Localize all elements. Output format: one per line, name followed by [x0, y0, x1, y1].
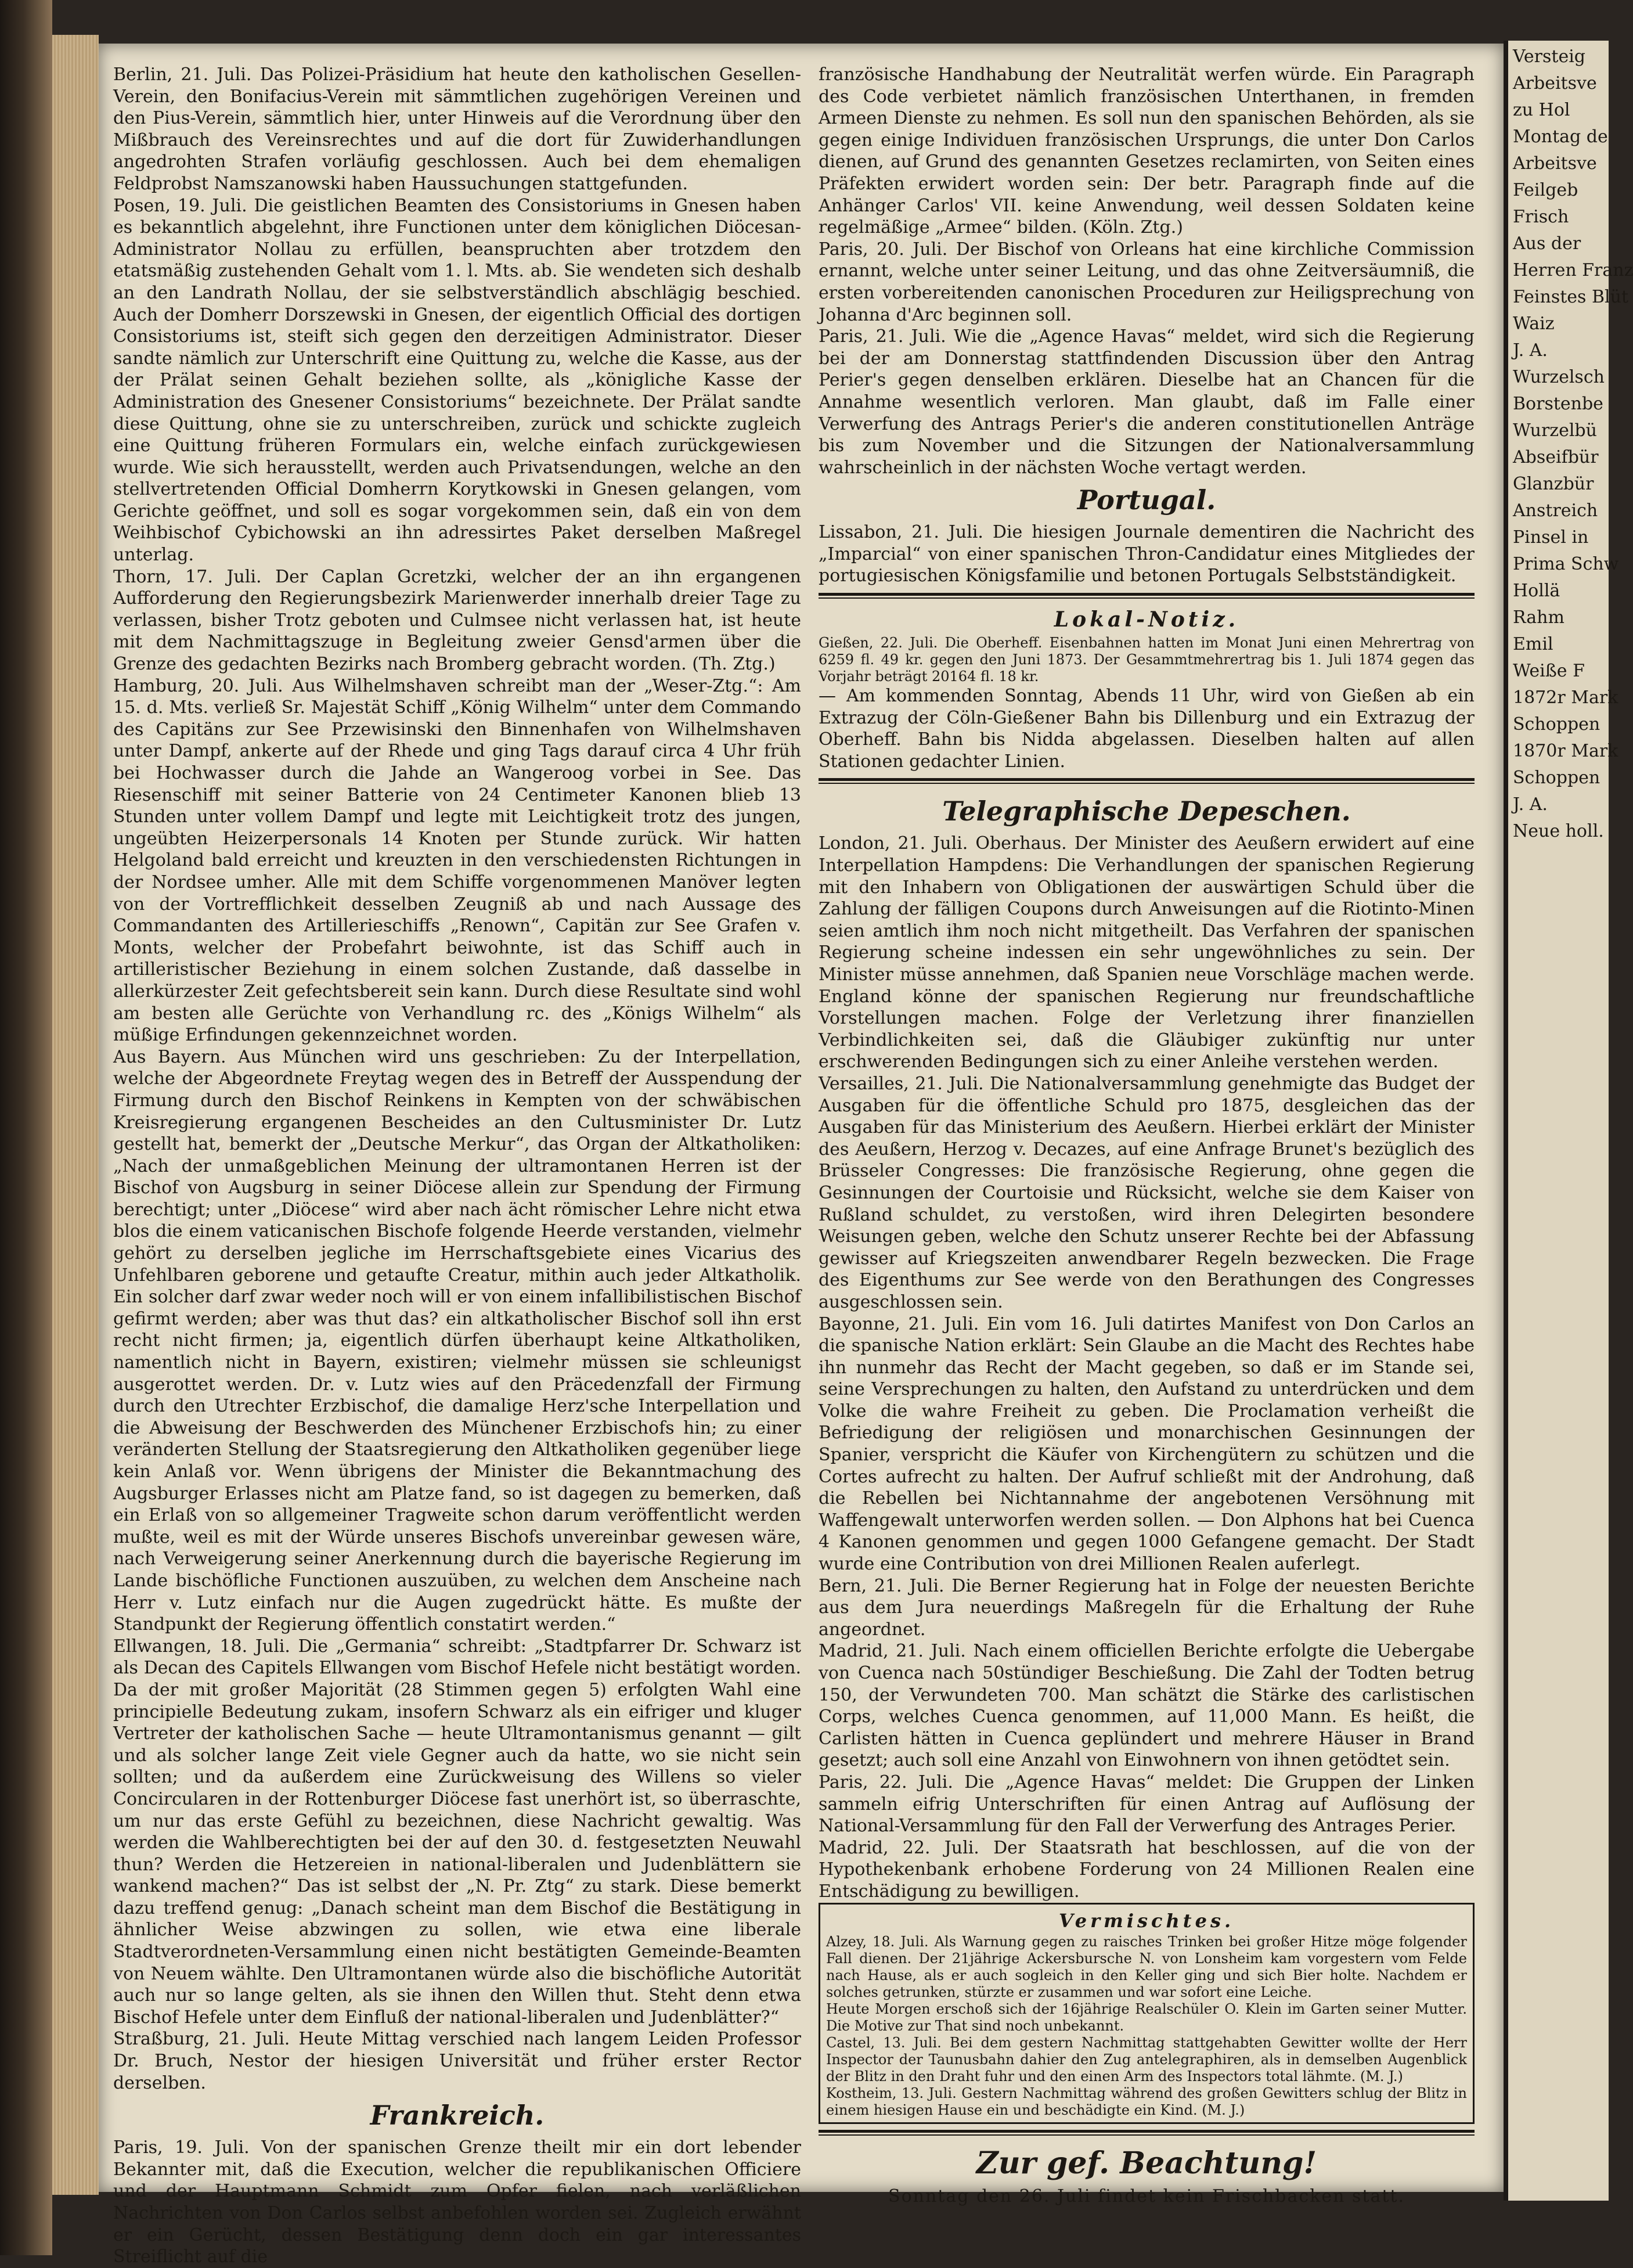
next-page-line: Anstreich [1513, 501, 1598, 521]
next-page-line: Weiße F [1513, 661, 1585, 681]
next-page-line: Feinstes Blüt [1513, 287, 1628, 307]
article-paris-20: Paris, 20. Juli. Der Bischof von Orleans hat eine kirchliche Commission ernannt, welche unter seiner Leitung, und das ohne Zeitversäumniß, die ersten vorbereitenden canonischen Proceduren zur Heiligsprechung von Johanna d'Arc beginnen soll. [819, 239, 1475, 325]
next-page-line: J. A. [1513, 340, 1548, 361]
vermischtes-klein: Heute Morgen erschoß sich der 16jährige Realschüler O. Klein im Garten seiner Mutter. Die Motive zur That sind noch unbekannt. [826, 2000, 1467, 2034]
next-page-line: zu Hol [1513, 100, 1570, 120]
next-page-line: Herren Franz [1513, 260, 1633, 280]
ad-text: Sonntag den 26. Juli findet kein Frischbacken statt. [888, 2186, 1405, 2206]
section-head-vermischtes: Vermischtes. [1058, 1909, 1235, 1932]
article-hamburg: Hamburg, 20. Juli. Aus Wilhelmshaven schreibt man der „Weser-Ztg.“: Am 15. d. Mts. verließ Sr. Majestät Schiff „König Wilhelm“ unter dem Commando des Capitäns zur See Przewisinski den Binnenhafen von Wilhelmshaven unter Dampf, ankerte auf der Rhede und ging Tags darauf circa 4 Uhr früh bei Hochwasser durch die Jahde an Wangeroog vorbei in See. Das Riesenschiff mit seiner Batterie von 24 Centimeter Kanonen blieb 13 Stunden unter vollem Dampf und legte mit Leichtigkeit trotz des jungen, ungeübten Heizerpersonals 14 Knoten per Stunde zurück. Wir hatten Helgoland bald erreicht und kreuzten in den verschiedensten Richtungen in der Nordsee umher. Alle mit dem Schiffe vorgenommenen Manöver legten von der Vortrefflichkeit desselben Zeugniß ab und nach Aussage des Commandanten des Artillerieschiffs „Renown“, Capitän zur See Grafen v. Monts, welcher der Probefahrt beiwohnte, ist das Schiff auch in artilleristischer Beziehung in einem solchen Zustande, daß dasselbe in allerkürzester Zeit gefechtsbereit sein kann. Durch diese Resultate sind wohl am besten alle Gerüchte von Verhandlung rc. des „Königs Wilhelm“ als müßige Erfindungen gekennzeichnet worden. [113, 675, 801, 1046]
vermischtes-castel: Castel, 13. Juli. Bei dem gestern Nachmittag stattgehabten Gewitter wollte der Herr Inspector der Taunusbahn dahier den Zug antelegraphiren, als in demselben Augenblick der Blitz in den Draht fuhr und den einen Arm des Inspectors total lähmte. (M. J.) [826, 2034, 1467, 2085]
next-page-line: 1870r Mark [1513, 741, 1618, 761]
section-head-frankreich: Frankreich. [370, 2100, 545, 2132]
ad-title: Zur gef. Beachtung! [976, 2145, 1317, 2181]
next-page-line: Borstenbe [1513, 394, 1603, 414]
next-page-line: Pinsel in [1513, 527, 1589, 548]
next-page-line: Abseifbür [1513, 447, 1599, 467]
article-bern: Bern, 21. Juli. Die Berner Regierung hat in Folge der neuesten Berichte aus dem Jura neuerdings Maßregeln für die Erhaltung der Ruhe angeordnet. [819, 1575, 1475, 1640]
article-bayonne: Bayonne, 21. Juli. Ein vom 16. Juli datirtes Manifest von Don Carlos an die spanische Nation erklärt: Sein Glaube an die Macht des Rechtes habe ihn nunmehr das Recht der Macht gegeben, so daß er im Stande sei, seine Versprechungen zu halten, den Aufstand zu unterdrücken und dem Volke die wahre Freiheit zu geben. Die Proclamation verheißt die Befriedigung der religiösen und monarchischen Gesinnungen der Spanier, verspricht die Käufer von Kirchengütern zu schützen und die Cortes aufrecht zu halten. Der Aufruf schließt mit der Androhung, daß die Rebellen bei Nichtannahme der angebotenen Versöhnung mit Waffengewalt unterworfen werden sollen. — Don Alphons hat bei Cuenca 4 Kanonen genommen und gegen 1000 Gefangene gemacht. Der Stadt wurde eine Contribution von drei Millionen Realen auferlegt. [819, 1313, 1475, 1575]
article-paris-21: Paris, 21. Juli. Wie die „Agence Havas“ meldet, wird sich die Regierung bei der am Donnerstag stattfindenden Discussion über den Antrag Perier's gegen denselben erklären. Dieselbe hat an Chancen für die Annahme wesentlich verloren. Man glaubt, daß im Falle einer Verwerfung des Antrags Perier's die anderen constitutionellen Anträge bis zum November und die Sitzungen der Nationalversammlung wahrscheinlich in der nächsten Woche vertagt werden. [819, 326, 1475, 478]
vermischtes-alzey: Alzey, 18. Juli. Als Warnung gegen zu raisches Trinken bei großer Hitze möge folgender Fall dienen. Der 21jährige Ackersbursche N. von Lonsheim kam vorgestern vom Felde nach Hause, als er auch sogleich in den Keller ging und sich Bier holte. Nachdem er solches getrunken, stürzte er zusammen und war sofort eine Leiche. [826, 1933, 1467, 2000]
next-page-line: Rahm [1513, 607, 1564, 628]
article-ellwangen: Ellwangen, 18. Juli. Die „Germania“ schreibt: „Stadtpfarrer Dr. Schwarz ist als Decan des Capitels Ellwangen vom Bischof Hefele nicht bestätigt worden. Da der mit großer Majorität (28 Stimmen gegen 5) erfolgten Wahl eine principielle Bedeutung zukam, insofern Schwarz als ein eifriger und kluger Vertreter der katholischen Sache — heute Ultramontanismus genannt — gilt und als solcher lange Zeit viele Gegner auch da hatte, wo sie nicht sein sollten; und da außerdem eine Zurückweisung des Willens so vieler Concircularen in der Rottenburger Diöcese fast unerhört ist, so überraschte, um nur das erste Gefühl zu bezeichnen, diese Nachricht gewaltig. Was werden die Wahlberechtigten bei der auf den 30. d. festgesetzten Neuwahl thun? Werden die Hetzereien in national-liberalen und Judenblättern sie wankend machen?“ Das ist selbst der „N. Pr. Ztg“ zu stark. Diese bemerkt dazu treffend genug: „Danach scheint man dem Bischof die Bestätigung in ähnlicher Weise abzwingen zu sollen, wie etwa eine liberale Stadtverordneten-Versammlung einen nicht bestätigten Gemeinde-Beamten von Neuem wählte. Den Ultramontanen würde also die bischöfliche Autorität auch nur so lange gelten, als sie ihnen den Willen thut. Steht denn etwa Bischof Hefele unter dem Einfluß der national-liberalen und Judenblätter?“ [113, 1636, 801, 2028]
next-page-line: Neue holl. [1513, 821, 1604, 841]
article-madrid-22: Madrid, 22. Juli. Der Staatsrath hat beschlossen, auf die von der Hypothekenbank erhobene Forderung von 24 Millionen Realen eine Entschädigung zu bewilligen. [819, 1837, 1475, 1902]
article-berlin: Berlin, 21. Juli. Das Polizei-Präsidium hat heute den katholischen Gesellen-Verein, den Bonifacius-Verein mit sämmtlichen zugehörigen Vereinen und den Pius-Verein, sämmtlich hier, unter Hinweis auf die Verordnung über den Mißbrauch des Vereinsrechtes und auf die dort für Zuwiderhandlungen angedrohten Strafen vorläufig geschlossen. Auch bei dem ehemaligen Feldprobst Namszanowski haben Haussuchungen stattgefunden. [113, 64, 801, 194]
next-page-line: Feilgeb [1513, 180, 1578, 200]
next-page-strip [1504, 41, 1633, 2201]
right-column [819, 64, 1475, 2207]
article-posen: Posen, 19. Juli. Die geistlichen Beamten des Consistoriums in Gnesen haben es bekanntlich abgelehnt, ihre Functionen unter dem königlichen Diöcesan-Administrator Nollau zu erfüllen, beanspruchten aber trotzdem den etatsmäßig zustehenden Gehalt vom 1. l. Mts. ab. Sie wendeten sich deshalb an den Landrath Nollau, der sie selbstverständlich abschlägig beschied. Auch der Domherr Dorszewski in Gnesen, der eigentlich Official des dortigen Consistoriums ist, steift sich gegen den derzeitigen Administrator. Dieser sandte nämlich zur Unterschrift eine Quittung zu, welche die Kasse, aus der der Prälat seinen Gehalt beziehen sollte, als „königliche Kasse der Administration des Gnesener Consistoriums“ bezeichnete. Der Prälat sandte diese Quittung, ohne sie zu unterschreiben, zurück und schickte zugleich eine Quittung früheren Formulars ein, welche einfach zurückgewiesen wurde. Wie sich herausstellt, werden auch Privatsendungen, welche an den stellvertretenden Official Domherrn Korytkowski in Gnesen gelangen, vom Gerichte geöffnet, und soll es sogar vorgekommen sein, daß ein von dem Weihbischof Cybichowski an ihn adressirtes Paket derselben Maßregel unterlag. [113, 195, 801, 566]
rule-divider [819, 778, 1475, 784]
rule-divider [819, 2130, 1475, 2136]
next-page-line: Wurzelbü [1513, 420, 1597, 441]
lokal-notiz-small: Gießen, 22. Juli. Die Oberheff. Eisenbahnen hatten im Monat Juni einen Mehrertrag von 6259 fl. 49 kr. gegen den Juni 1873. Der Gesammtmehrertrag bis 1. Juli 1874 gegen das Vorjahr beträgt 20164 fl. 18 kr. [819, 635, 1475, 685]
vermischtes-box [819, 1903, 1475, 2124]
section-head-telegraphische: Telegraphische Depeschen. [942, 795, 1351, 827]
article-paris-19: Paris, 19. Juli. Von der spanischen Grenze theilt mir ein dort lebender Bekannter mit, daß die Execution, welcher die republikanischen Officiere und der Hauptmann Schmidt zum Opfer fielen, nach verläßlichen Nachrichten von Don Carlos selbst anbefohlen worden sei. Zugleich erwähnt er ein Gerücht, dessen Bestätigung denn doch ein gar interessantes Streiflicht auf die [113, 2137, 801, 2267]
next-page-line: Wurzelsch [1513, 367, 1605, 387]
next-page-line: Schoppen [1513, 714, 1600, 735]
article-thorn: Thorn, 17. Juli. Der Caplan Gcretzki, welcher der an ihn ergangenen Aufforderung den Regierungsbezirk Marienwerder innerhalb dreier Tage zu verlassen, bisher Trotz geboten und Culmsee nicht verlassen hat, ist heute mit dem Nachmittagszuge in Begleitung zweier Gensd'armen über die Grenze des gedachten Bezirks nach Bromberg gebracht worden. (Th. Ztg.) [113, 566, 801, 675]
next-page-line: Schoppen [1513, 768, 1600, 788]
next-page-line: Hollä [1513, 581, 1560, 601]
section-head-lokal: Lokal-Notiz. [1054, 607, 1239, 632]
next-page-line: Frisch [1513, 207, 1569, 227]
article-bayern: Aus Bayern. Aus München wird uns geschrieben: Zu der Interpellation, welche der Abgeordnete Freytag wegen des in Betreff der Ausspendung der Firmung durch den Bischof Reinkens in Kempten von der schwäbischen Kreisregierung ergangenen Bescheides an den Cultusminister Dr. Lutz gestellt hat, bemerkt der „Deutsche Merkur“, das Organ der Altkatholiken: „Nach der unmaßgeblichen Meinung der ultramontanen Herren ist der Bischof von Augsburg in seiner Diöcese allein zur Spendung der Firmung berechtigt; unter „Diöcese“ wird aber nach ächt römischer Lehre nicht etwa blos die einem vaticanischen Bischofe folgende Heerde verstanden, vielmehr gehört zu derselben jegliche im Herrschaftsgebiete eines Vicarius des Unfehlbaren geborene und getaufte Creatur, mithin auch jeder Altkatholik. Ein solcher darf zwar weder noch will er von einem infallibilistischen Bischof gefirmt werden; aber was thut das? ein altkatholischer Bischof soll ihn erst recht nicht firmen; ja, eigentlich dürfen überhaupt keine Altkatholiken, namentlich nicht in Bayern, existiren; vielmehr müssen sie schleunigst ausgerottet werden. Dr. v. Lutz wies auf den Präcedenzfall der Firmung durch den Utrechter Erzbischof, die damalige Herz'sche Interpellation und die Abweisung der Beschwerden des Münchener Erzbischofs hin; zu einer veränderten Stellung der Staatsregierung den Altkatholiken gegenüber liege kein Anlaß vor. Wenn übrigens der Minister die Bekanntmachung des Augsburger Erlasses nicht am Platze fand, so ist dagegen zu bemerken, daß ein Erlaß von so allgemeiner Tragweite schon darum veröffentlicht werden mußte, weil es mit der Würde unseres Bischofs unvereinbar gewesen wäre, nach Verweigerung seiner Anerkennung durch die bayerische Regierung im Lande bischöfliche Functionen auszuüben, zu welchen dem Anscheine nach Herr v. Lutz einfach nur die Augen zugedrückt hätte. Es mußte der Standpunkt der Regierung öffentlich constatirt werden.“ [113, 1046, 801, 1635]
article-paris-cont: französische Handhabung der Neutralität werfen würde. Ein Paragraph des Code verbietet nämlich französischen Unterthanen, in fremden Armeen Dienste zu nehmen. Es soll nun den spanischen Behörden, als sie gegen einige Individuen französischen Ursprungs, die unter Don Carlos dienen, auf Grund des genannten Gesetzes reclamirten, von Seiten eines Präfekten erwidert worden sein: Der betr. Paragraph finde auf die Anhänger Carlos' VII. keine Anwendung, weil dessen Soldaten keine regelmäßige „Armee“ bilden. (Köln. Ztg.) [819, 64, 1475, 238]
article-paris-22: Paris, 22. Juli. Die „Agence Havas“ meldet: Die Gruppen der Linken sammeln eifrig Unterschriften für einen Antrag auf Auflösung der National-Versammlung für den Fall der Verwerfung des Antrages Perier. [819, 1772, 1475, 1837]
vermischtes-kostheim: Kostheim, 13. Juli. Gestern Nachmittag während des großen Gewitters schlug der Blitz in einem hiesigen Hause ein und beschädigte ein Kind. (M. J.) [826, 2085, 1467, 2118]
next-page-text [1508, 41, 1633, 851]
article-versailles: Versailles, 21. Juli. Die Nationalversammlung genehmigte das Budget der Ausgaben für die öffentliche Schuld pro 1875, desgleichen das der Ausgaben für das Ministerium des Aeußern. Hierbei erklärt der Minister des Aeußern, Herzog v. Decazes, auf eine Anfrage Brunet's bezüglich des Brüsseler Congresses: Die französische Regierung, ohne gegen die Gesinnungen der Courtoisie und Rücksicht, welche sie dem Kaiser von Rußland schuldet, zu verstoßen, wird ihren Delegirten besondere Weisungen geben, welche den Schutz unserer Rechte bei der Abfassung gewisser auf Kriegszeiten anwendbarer Regeln bezwecken. Die Frage des Eigenthums zur See werde von den Berathungen des Congresses ausgeschlossen sein. [819, 1073, 1475, 1312]
left-column [113, 64, 801, 2268]
lokal-notiz-extrazug: — Am kommenden Sonntag, Abends 11 Uhr, wird von Gießen ab ein Extrazug der Cöln-Gießener Bahn bis Dillenburg und ein Extrazug der Oberheff. Bahn bis Nidda abgelassen. Dieselben halten auf allen Stationen gedachter Linien. [819, 686, 1475, 772]
article-lissabon: Lissabon, 21. Juli. Die hiesigen Journale dementiren die Nachricht des „Imparcial“ von einer spanischen Thron-Candidatur eines Mitgliedes der portugiesischen Königsfamilie und betonen Portugals Selbstständigkeit. [819, 522, 1475, 586]
book-spine [0, 0, 52, 2255]
next-page-line: Waiz [1513, 314, 1555, 334]
next-page-line: Arbeitsve [1513, 73, 1597, 93]
next-page-line: 1872r Mark [1513, 687, 1618, 708]
next-page-line: Versteig [1513, 46, 1586, 67]
next-page-line: Glanzbür [1513, 474, 1594, 494]
article-strassburg: Straßburg, 21. Juli. Heute Mittag verschied nach langem Leiden Professor Dr. Bruch, Nestor der hiesigen Universität und früher erster Rector derselben. [113, 2029, 801, 2093]
rule-divider [819, 593, 1475, 599]
next-page-line: Montag de [1513, 127, 1608, 147]
next-page-line: Emil [1513, 634, 1553, 654]
article-madrid-21: Madrid, 21. Juli. Nach einem officiellen Berichte erfolgte die Uebergabe von Cuenca nach 50stündiger Beschießung. Die Zahl der Todten betrug 150, der Verwundeten 700. Man schätzt die Stärke des carlistischen Corps, welches Cuenca genommen, auf 11,000 Mann. Es heißt, die Carlisten hätten in Cuenca geplündert und mehrere Häuser in Brand gesetzt; auch soll eine Anzahl von Einwohnern von ihnen getödtet sein. [819, 1641, 1475, 1771]
article-london: London, 21. Juli. Oberhaus. Der Minister des Aeußern erwidert auf eine Interpellation Hampdens: Die Verhandlungen der spanischen Regierung mit den Inhabern von Obligationen der auswärtigen Schuld über die Zahlung der fälligen Coupons durch Anweisungen auf die Riotinto-Minen seien amtlich ihm noch nicht mitgetheilt. Das Verfahren der spanischen Regierung scheine indessen ein sehr ungewöhnliches zu sein. Der Minister müsse annehmen, daß Spanien neue Vorschläge machen werde. England könne der spanischen Regierung nur freundschaftliche Vorstellungen machen. Folge der Verletzung ihrer finanziellen Verbindlichkeiten sei, daß die Gläubiger zukünftig nur unter erschwerenden Bedingungen sich zu einer Anleihe verstehen werden. [819, 833, 1475, 1072]
page-edges [52, 35, 99, 2195]
next-page-line: J. A. [1513, 794, 1548, 815]
next-page-line: Arbeitsve [1513, 153, 1597, 174]
next-page-line: Aus der [1513, 233, 1581, 254]
section-head-portugal: Portugal. [1077, 484, 1216, 516]
next-page-line: Prima Schw [1513, 554, 1619, 574]
